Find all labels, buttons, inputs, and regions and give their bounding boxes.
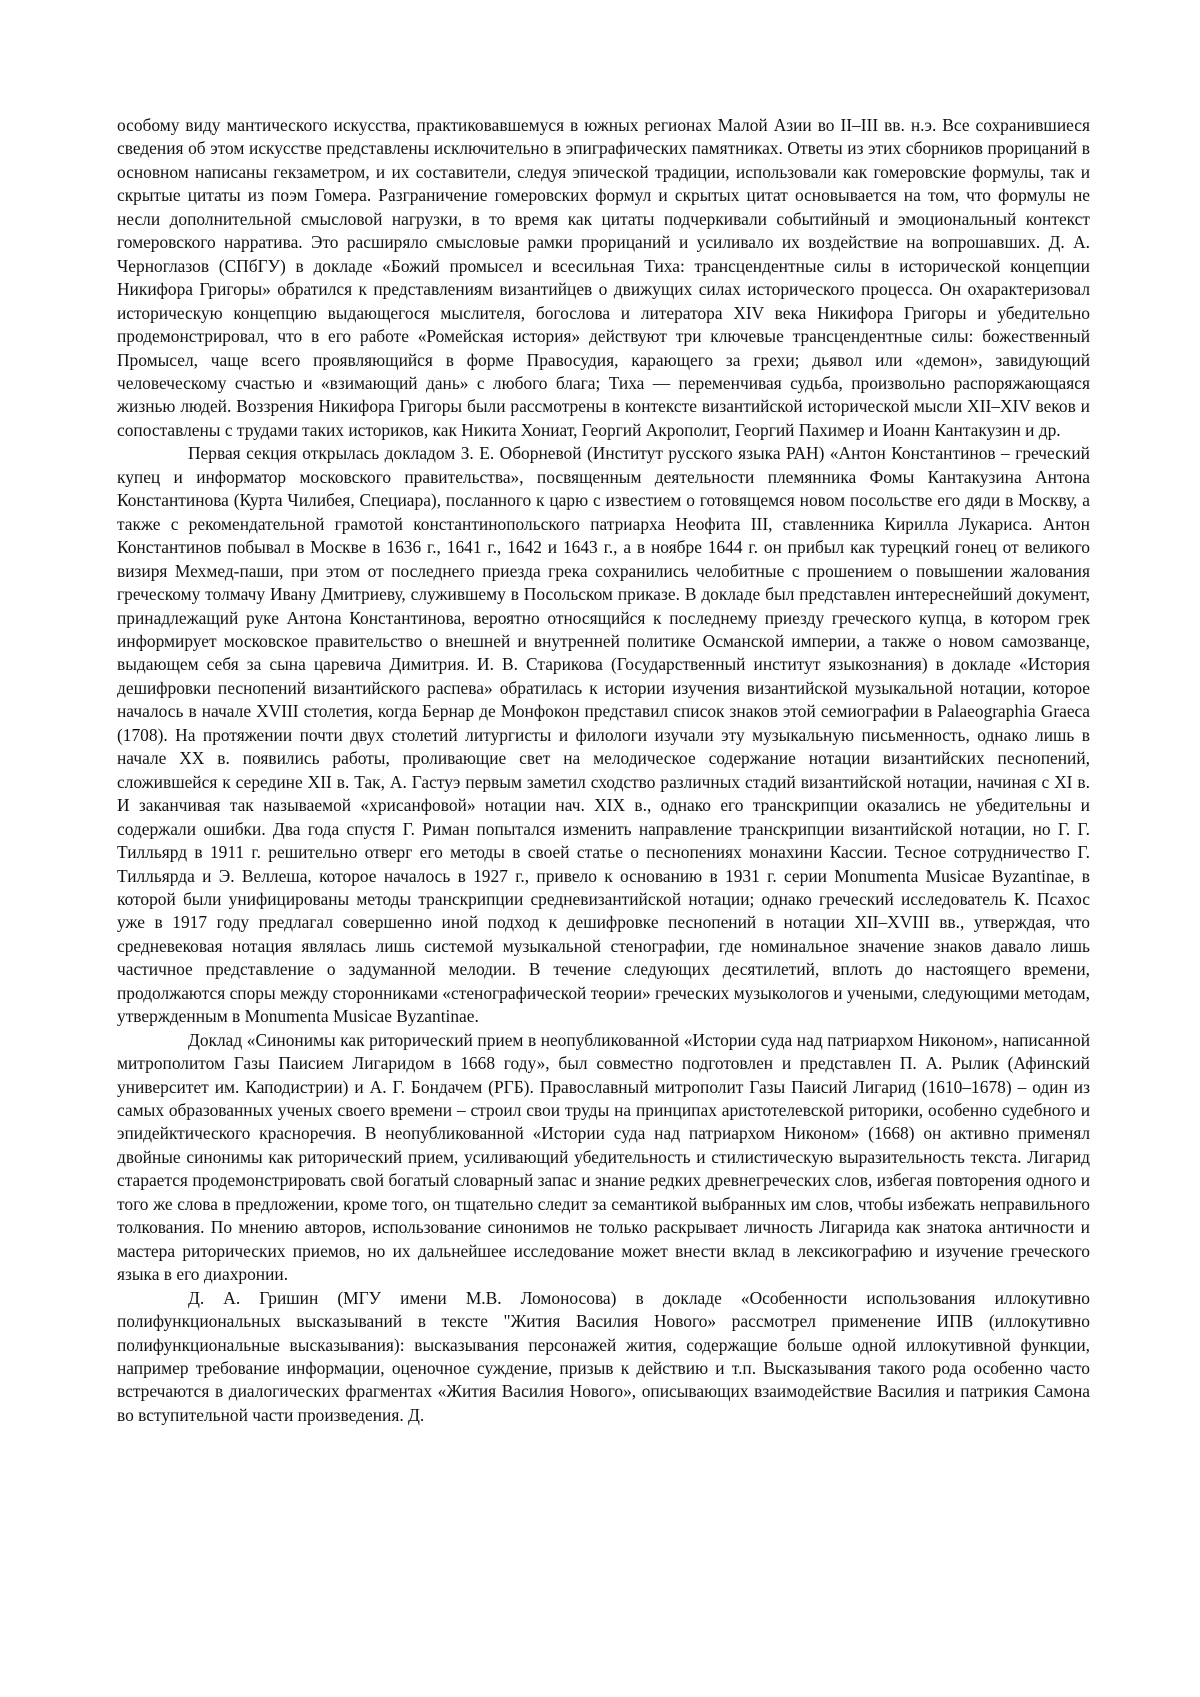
- paragraph-3: Доклад «Синонимы как риторический прием в неопубликованной «Истории суда над патриархом Никоном», написанной митрополитом Газы Паисием Лигаридом в 1668 году», был совместно подготовлен и представлен П. А. Рылик (Афинский университет им. Каподистрии) и А. Г. Бондачем (РГБ). Православный митрополит Газы Паисий Лигарид (1610–1678) – один из самых образованных ученых своего времени – строил свои труды на принципах аристотелевской риторики, особенно судебного и эпидейктического красноречия. В неопубликованной «Истории суда над патриархом Никоном» (1668) он активно применял двойные синонимы как риторический прием, усиливающий убедительность и стилистическую выразительность текста. Лигарид старается продемонстрировать свой богатый словарный запас и знание редких древнегреческих слов, избегая повторения одного и того же слова в предложении, кроме того, он тщательно следит за семантикой выбранных им слов, чтобы избежать неправильного толкования. По мнению авторов, использование синонимов не только раскрывает личность Лигарида как знатока античности и мастера риторических приемов, но их дальнейшее исследование может внести вклад в лексикографию и изучение греческого языка в его диахронии.: [117, 1029, 1090, 1287]
- paragraph-2: Первая секция открылась докладом З. Е. Оборневой (Институт русского языка РАН) «Антон Константинов – греческий купец и информатор московского правительства», посвященным деятельности племянника Фомы Кантакузина Антона Константинова (Курта Чилибея, Специара), посланного к царю с известием о готовящемся новом посольстве его дяди в Москву, а также с рекомендательной грамотой константинопольского патриарха Неофита III, ставленника Кирилла Лукариса. Антон Константинов побывал в Москве в 1636 г., 1641 г., 1642 и 1643 г., а в ноябре 1644 г. он прибыл как турецкий гонец от великого визиря Мехмед-паши, при этом от последнего приезда грека сохранились челобитные с прошением о повышении жалования греческому толмачу Ивану Дмитриеву, служившему в Посольском приказе. В докладе был представлен интереснейший документ, принадлежащий руке Антона Константинова, вероятно относящийся к последнему приезду греческого купца, в котором грек информирует московское правительство о внешней и внутренней политике Османской империи, а также о новом самозванце, выдающем себя за сына царевича Димитрия. И. В. Старикова (Государственный институт языкознания) в докладе «История дешифровки песнопений византийского распева» обратилась к истории изучения византийской музыкальной нотации, которое началось в начале XVIII столетия, когда Бернар де Монфокон представил список знаков этой семиографии в Palaeographia Graeca (1708). На протяжении почти двух столетий литургисты и филологи изучали эту музыкальную письменность, однако лишь в начале XX в. появились работы, проливающие свет на мелодическое содержание нотации византийских песнопений, сложившейся к середине XII в. Так, А. Гастуэ первым заметил сходство различных стадий византийской нотации, начиная с XI в. И заканчивая так называемой «хрисанфовой» нотации нач. XIX в., однако его транскрипции оказались не убедительны и содержали ошибки. Два года спустя Г. Риман попытался изменить направление транскрипции византийской нотации, но Г. Г. Тилльярд в 1911 г. решительно отверг его методы в своей статье о песнопениях монахини Кассии. Тесное сотрудничество Г. Тилльярда и Э. Веллеша, которое началось в 1927 г., привело к основанию в 1931 г. серии Monumenta Musicae Byzantinae, в которой были унифицированы методы транскрипции средневизантийской нотации; однако греческий исследователь К. Псахос уже в 1917 году предлагал совершенно иной подход к дешифровке песнопений в нотации XII–XVIII вв., утверждая, что средневековая нотация являлась лишь системой музыкальной стенографии, где номинальное значение знаков давало лишь частичное представление о задуманной мелодии. В течение следующих десятилетий, вплоть до настоящего времени, продолжаются споры между сторонниками «стенографической теории» греческих музыкологов и учеными, следующими методам, утвержденным в Monumenta Musicae Byzantinae.: [117, 442, 1090, 1028]
- document-page: [117, 114, 1090, 1427]
- paragraph-1: особому виду мантического искусства, практиковавшемуся в южных регионах Малой Азии во II–III вв. н.э. Все сохранившиеся сведения об этом искусстве представлены исключительно в эпиграфических памятниках. Ответы из этих сборников прорицаний в основном написаны гекзаметром, и их составители, следуя эпической традиции, использовали как гомеровские формулы, так и скрытые цитаты из поэм Гомера. Разграничение гомеровских формул и скрытых цитат основывается на том, что формулы не несли дополнительной смысловой нагрузки, в то время как цитаты подчеркивали событийный и эмоциональный контекст гомеровского нарратива. Это расширяло смысловые рамки прорицаний и усиливало их воздействие на вопрошавших. Д. А. Черноглазов (СПбГУ) в докладе «Божий промысел и всесильная Тиха: трансцендентные силы в исторической концепции Никифора Григоры» обратился к представлениям византийцев о движущих силах исторического процесса. Он охарактеризовал историческую концепцию выдающегося мыслителя, богослова и литератора XIV века Никифора Григоры и убедительно продемонстрировал, что в его работе «Ромейская история» действуют три ключевые трансцендентные силы: божественный Промысел, чаще всего проявляющийся в форме Правосудия, карающего за грехи; дьявол или «демон», завидующий человеческому счастью и «взимающий дань» с любого блага; Тиха — переменчивая судьба, произвольно распоряжающаяся жизнью людей. Воззрения Никифора Григоры были рассмотрены в контексте византийской исторической мысли XII–XIV веков и сопоставлены с трудами таких историков, как Никита Хониат, Георгий Акрополит, Георгий Пахимер и Иоанн Кантакузин и др.: [117, 114, 1090, 442]
- paragraph-4: Д. А. Гришин (МГУ имени М.В. Ломоносова) в докладе «Особенности использования иллокутивно полифункциональных высказываний в тексте "Жития Василия Нового» рассмотрел применение ИПВ (иллокутивно полифункциональные высказывания): высказывания персонажей жития, содержащие больше одной иллокутивной функции, например требование информации, оценочное суждение, призыв к действию и т.п. Высказывания такого рода особенно часто встречаются в диалогических фрагментах «Жития Василия Нового», описывающих взаимодействие Василия и патрикия Самона во вступительной части произведения. Д.: [117, 1287, 1090, 1428]
